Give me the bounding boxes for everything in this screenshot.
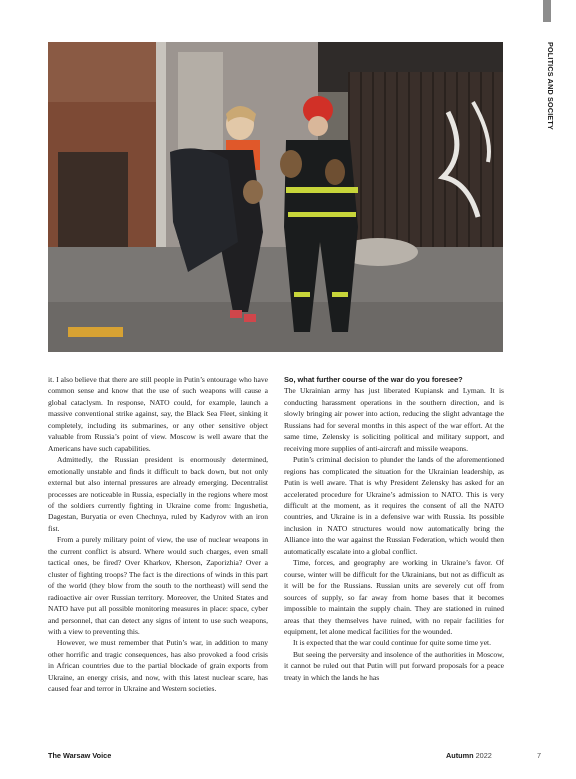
left-paragraph-4: However, we must remember that Putin’s war, in addition to many other horrific and tragic consequences, has also provoked a food crisis in African countries due to the partial blockade of grain exports from Ukraine, an energy crisis, and now, with this latest nuclear scare, has caused fear and terror in Ukraine and Western societies. [48,638,268,694]
left-paragraph-2: Admittedly, the Russian president is enormously determined, emotionally unstable and finds it difficult to back down, but not only external but also internal pressures are already emerging. Decentralist processes are noticeable in Russia, especially in the regions where most of the soldiers currently fighting in Ukraine come from: Ingushetia, Dagestan, Buryatia or even Chechnya, ruled by Kadyrov with an iron fist. [48,455,268,533]
article-left-column [48,374,268,695]
interview-question-heading: So, what further course of the war do you foresee? [284,375,463,384]
article-right-column [284,374,504,683]
publication-name: The Warsaw Voice [48,751,112,760]
right-paragraph-4: It is expected that the war could continue for quite some time yet. [293,638,492,648]
right-paragraph-3: Time, forces, and geography are working in Ukraine’s favor. Of course, winter will be difficult for the Ukrainians, but not as difficult as it will be for the Russians. Russian units are severely cut off from sources of supply, so far away from home bases that it becomes impossible to maintain the supply chain. They are stationed in ruined areas that they themselves have ruined, with no repair facilities for equipment, let alone medical facilities for the wounded. [284,558,504,636]
section-tab-marker [543,0,551,22]
right-paragraph-2: Putin’s criminal decision to plunder the lands of the aforementioned regions has complicated the situation for the Ukrainian leadership, as Putin is well aware. That is why President Zelensky has asked for an accelerated procedure for Ukraine’s admission to NATO. This is very difficult at the moment, as it requires the consent of all the NATO countries, and Ukraine is in a defensive war with Russia. Its possible inclusion in NATO structures would now automatically bring the Alliance into the war against the Russian Federation, which would then automatically escalate into a global conflict. [284,455,504,556]
issue-year: 2022 [475,751,492,760]
article-photo [48,42,503,352]
section-label: POLITICS AND SOCIETY [546,42,555,130]
issue-season: Autumn [446,751,474,760]
left-paragraph-3: From a purely military point of view, the use of nuclear weapons in the current conflict is absurd. Where would such charges, even small tactical ones, be fired? Over Kharkov, Kherson, Zaporizhia? Over a cluster of fighting troops? The fact is the directions of winds in this part of the world (they blow from the south to the northeast) will send the radioactive air over Russian territory. Moreover, the United States and NATO have put all possible monitoring measures in place: space, cyber and personnel, that can detect any signs of intent to use such weapons, with a view to preventing this. [48,535,268,636]
left-paragraph-1: it. I also believe that there are still people in Putin’s entourage who have common sense and know that the use of such weapons will cause a global cataclysm. In response, NATO could, for example, launch a massive conventional strike against, say, the Black Sea Fleet, sinking it completely, including its submarines, or any other sensitive object valuable from Russia’s point of view. Moscow is well aware that the Americans have such capabilities. [48,375,268,453]
page-number: 7 [537,751,542,760]
right-paragraph-1: The Ukrainian army has just liberated Kupiansk and Lyman. It is conducting harassment operations in the southern direction, and is slowly bringing air power into action, reducing the slight advantage the Russians had for several months in this aspect of the war effort. At the same time, Zelensky is soliciting political and military support, and receiving more supplies of anti-aircraft and missile weapons. [284,386,504,453]
right-paragraph-5: But seeing the perversity and insolence of the authorities in Moscow, it cannot be ruled out that Putin will put forward proposals for a peace treaty in which the lands he has [284,649,504,682]
issue-label [446,751,492,760]
